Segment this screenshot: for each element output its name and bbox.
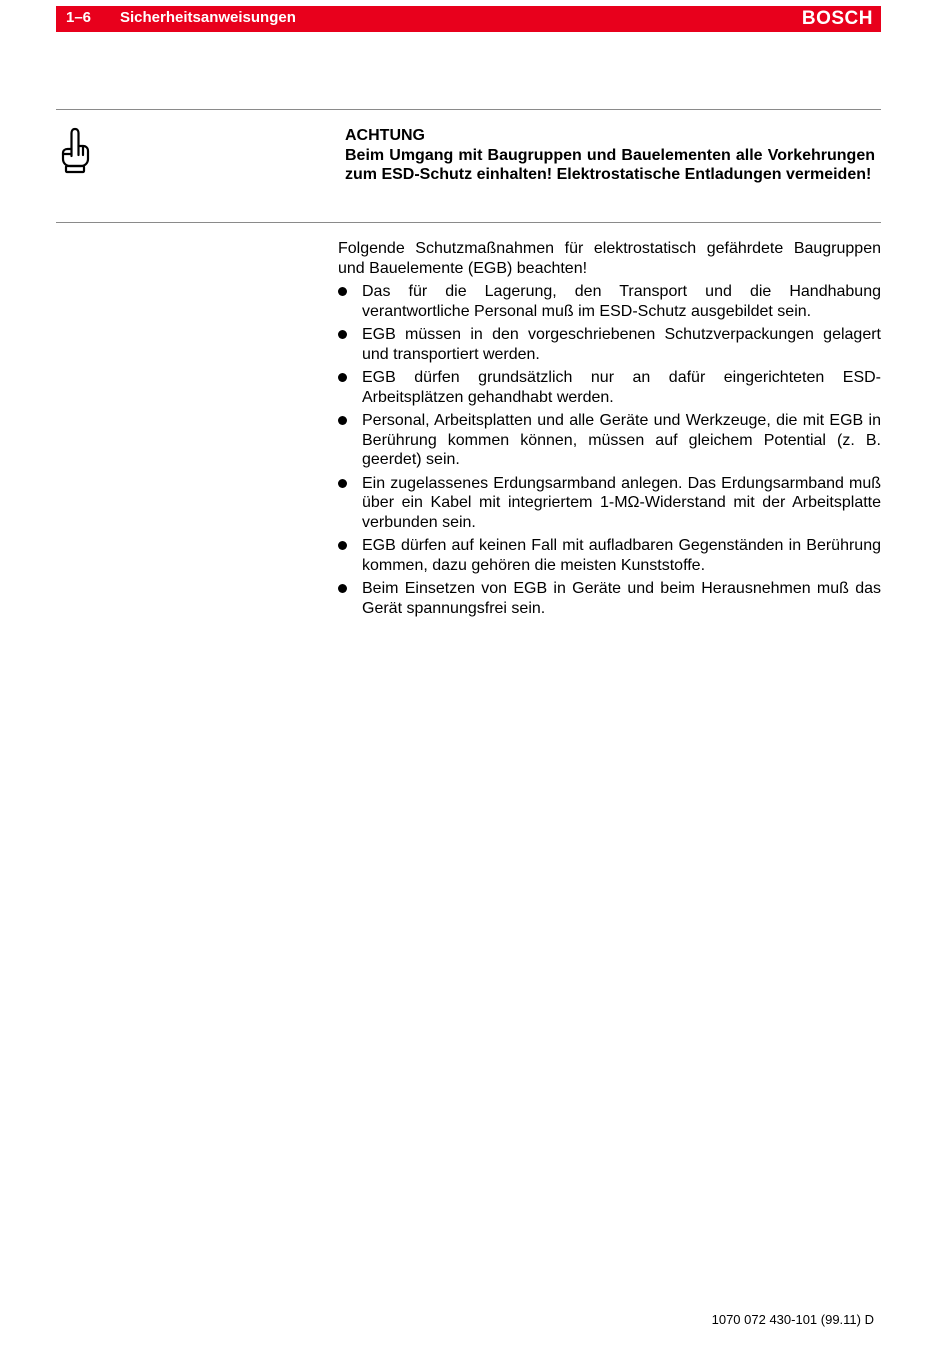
list-item-text: Personal, Arbeitsplatten und alle Geräte und Werkzeuge, die mit EGB in Berührung kommen können, müssen auf gleichem Potential (z. B. geerdet) sein. [362, 412, 881, 468]
list-item-text: Beim Einsetzen von EGB in Geräte und beim Herausnehmen muß das Gerät spannungsfrei sein. [362, 580, 881, 617]
measures-list [338, 282, 881, 618]
list-item [338, 474, 881, 533]
bosch-logo: BOSCH [801, 8, 873, 29]
document-reference: 1070 072 430-101 (99.11) D [711, 1312, 874, 1327]
list-item [338, 368, 881, 407]
warning-top-divider [56, 109, 881, 110]
esd-warning [345, 126, 875, 185]
bullet-icon [338, 541, 347, 550]
bullet-icon [338, 287, 347, 296]
warning-text: Beim Umgang mit Baugruppen und Bauelementen alle Vorkehrungen zum ESD-Schutz einhalten! Elektrostatische Entladungen vermeiden! [345, 146, 875, 183]
list-item [338, 411, 881, 470]
list-item-text: EGB dürfen auf keinen Fall mit aufladbaren Gegenständen in Berührung kommen, dazu gehören die meisten Kunststoffe. [362, 537, 881, 574]
bullet-icon [338, 330, 347, 339]
list-item-text: EGB müssen in den vorgeschriebenen Schutzverpackungen gelagert und transportiert werden. [362, 326, 881, 363]
bullet-icon [338, 584, 347, 593]
list-item-text: Das für die Lagerung, den Transport und die Handhabung verantwortliche Personal muß im ESD-Schutz ausgebildet sein. [362, 283, 881, 320]
list-item-text: Ein zugelassenes Erdungsarmband anlegen. Das Erdungsarmband muß über ein Kabel mit integriertem 1-MΩ-Widerstand mit der Arbeitsplatte verbunden sein. [362, 474, 881, 531]
bullet-icon [338, 416, 347, 425]
warning-label: ACHTUNG [345, 127, 425, 144]
list-item [338, 536, 881, 575]
page-header-bar [56, 6, 881, 32]
list-item-text: EGB dürfen grundsätzlich nur an dafür eingerichteten ESD-Arbeitsplätzen gehandhabt werden. [362, 369, 881, 406]
intro-paragraph: Folgende Schutzmaßnahmen für elektrostatisch gefährdete Baugruppen und Bauelemente (EGB) beachten! [338, 240, 881, 277]
list-item [338, 282, 881, 321]
page-number: 1–6 [66, 9, 92, 26]
esd-measures-section [338, 239, 881, 622]
pointing-hand-icon [58, 126, 92, 174]
list-item [338, 579, 881, 618]
bullet-icon [338, 373, 347, 382]
section-title: Sicherheitsanweisungen [120, 9, 296, 26]
warning-bottom-divider [56, 222, 881, 223]
list-item [338, 325, 881, 364]
bullet-icon [338, 479, 347, 488]
